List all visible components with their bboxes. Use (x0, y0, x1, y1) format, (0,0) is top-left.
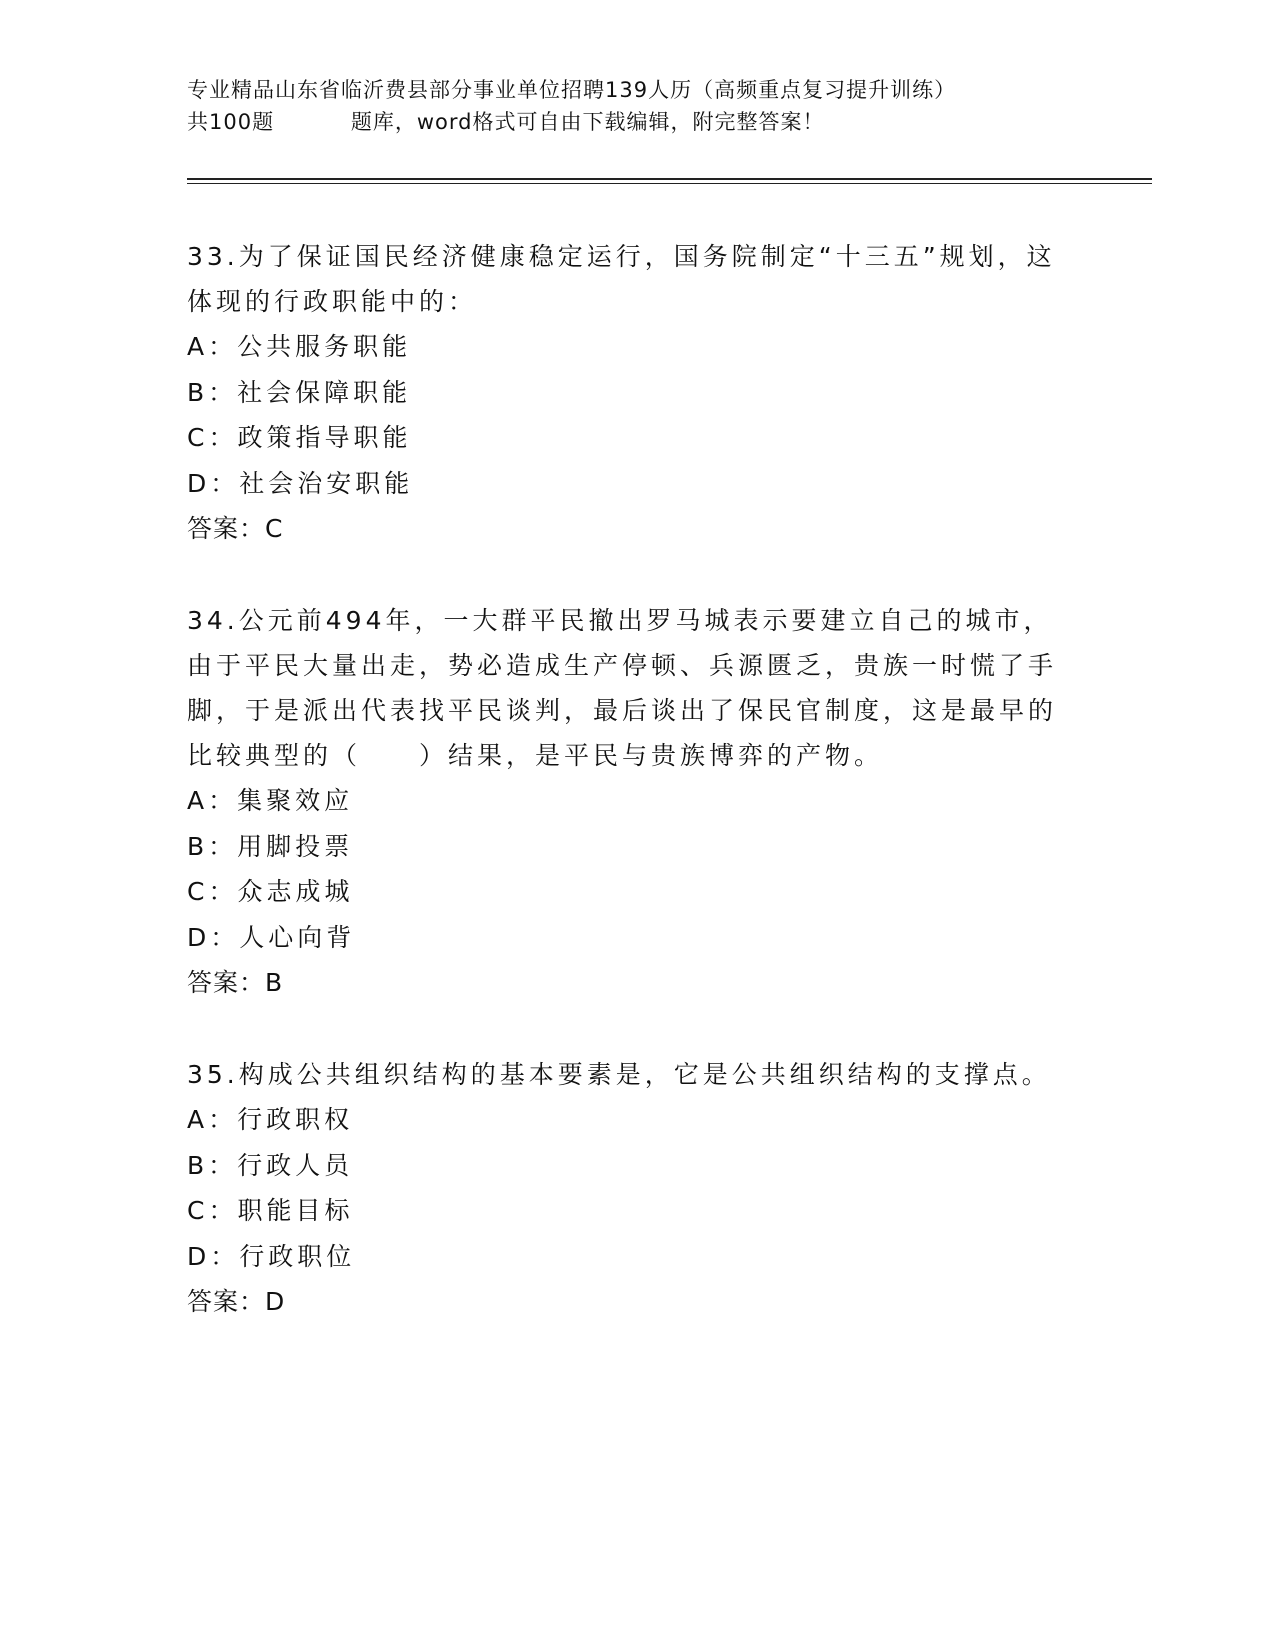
header-divider-thin (187, 183, 1152, 184)
answer: 答案：D (187, 1287, 286, 1316)
option-d: D：行政职位 (187, 1241, 356, 1271)
option-a: A：公共服务职能 (187, 332, 412, 361)
question-33 (187, 234, 1067, 552)
option-c: C：众志成城 (187, 877, 354, 906)
option-c: C：政策指导职能 (187, 423, 412, 452)
question-stem: 33.为了保证国民经济健康稳定运行，国务院制定“十三五”规划，这体现的行政职能中的： (187, 242, 1056, 316)
header-subtitle: 共100题 题库，word格式可自由下载编辑，附完整答案！ (187, 110, 825, 134)
question-34 (187, 598, 1067, 1006)
header-divider-thick (187, 178, 1152, 180)
question-stem: 35.构成公共组织结构的基本要素是，它是公共组织结构的支撑点。 (187, 1060, 1051, 1089)
question-stem: 34.公元前494年，一大群平民撤出罗马城表示要建立自己的城市，由于平民大量出走，势必造成生产停顿、兵源匮乏，贵族一时慌了手脚，于是派出代表找平民谈判，最后谈出了保民官制度，这是最早的比较典型的（ ）结果，是平民与贵族博弈的产物。 (187, 606, 1058, 770)
option-b: B：用脚投票 (187, 831, 354, 861)
option-a: A：集聚效应 (187, 786, 354, 815)
header-title: 专业精品山东省临沂费县部分事业单位招聘139人历（高频重点复习提升训练） (187, 78, 957, 102)
option-a: A：行政职权 (187, 1105, 354, 1134)
option-d: D：人心向背 (187, 922, 356, 952)
question-35 (187, 1052, 1067, 1325)
option-b: B：社会保障职能 (187, 377, 412, 407)
answer: 答案：C (187, 514, 284, 543)
option-b: B：行政人员 (187, 1150, 354, 1180)
document-header (187, 74, 1087, 138)
option-d: D：社会治安职能 (187, 468, 414, 498)
answer: 答案：B (187, 968, 284, 997)
option-c: C：职能目标 (187, 1196, 354, 1225)
